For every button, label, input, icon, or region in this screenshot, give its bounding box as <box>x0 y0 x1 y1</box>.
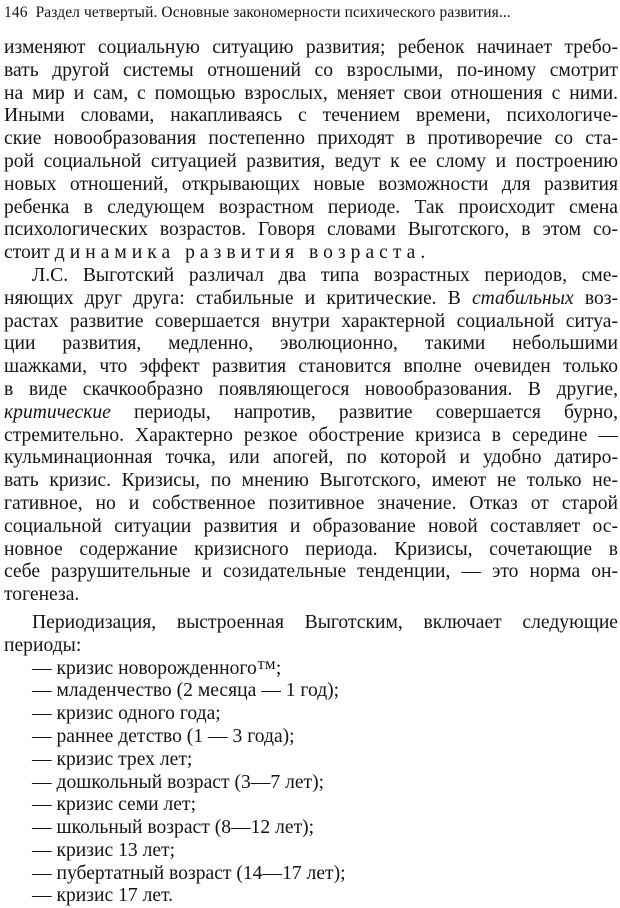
text-line: Л.С. Выготский различал два типа возрастных периодов, сме- <box>32 264 618 286</box>
list-item: — кризис новорожденного™; <box>32 657 282 679</box>
text-line: тогенеза. <box>4 584 80 606</box>
page-number: 146 <box>4 4 28 21</box>
paragraph-3 <box>4 612 618 658</box>
text-line: психологических возрастов. Говоря словами Выготского, в этом со- <box>4 219 618 241</box>
list-item: — кризис 13 лет; <box>32 839 176 861</box>
text-line: кульминационная точка, или апогей, по которой и удобно датиро- <box>4 447 618 469</box>
list-item: — младенчество (2 месяца — 1 год); <box>32 680 340 702</box>
italic-term: стабильных <box>471 287 574 309</box>
text-line: рой социальной ситуацией развития, ведут к ее слому и построению <box>4 150 618 172</box>
text-line: себе разрушительные и созидательные тенденции, — это норма он- <box>4 561 618 583</box>
italic-term: критические <box>4 401 111 423</box>
spaced-emphasis: динамика развития возраста <box>54 242 421 264</box>
text-line: вать кризис. Кризисы, по мнению Выготского, имеют не только не- <box>4 470 618 492</box>
text-fragment: периоды, напротив, развитие совершается бурно, <box>110 401 618 423</box>
text-line: стремительно. Характерно резкое обострение кризиса в середине — <box>4 424 618 446</box>
running-title: Раздел четвертый. Основные закономерности психического развития... <box>35 4 511 21</box>
text-line <box>4 288 618 311</box>
text-line: ребенка в следующем возрастном периоде. Так происходит смена <box>4 196 618 218</box>
text-line: на мир и сам, с помощью взрослых, меняет свои отношения с ними. <box>4 82 618 104</box>
text-fragment: воз- <box>573 287 618 309</box>
list-item: — кризис трех лет; <box>32 748 193 770</box>
running-header <box>4 2 616 24</box>
text-line: шажками, что эффект развития становится вполне очевиден только <box>4 356 618 378</box>
text-line: Иными словами, накапливаясь с течением времени, психологиче- <box>4 105 618 127</box>
text-line: гативное, но и собственное позитивное значение. Отказ от старой <box>4 492 618 514</box>
text-line: Периодизация, выстроенная Выготским, включает следующие <box>32 611 618 633</box>
text-line: вать другой системы отношений со взрослыми, по-иному смотрит <box>4 59 618 81</box>
text-line: периоды: <box>4 634 82 656</box>
text-line: растах развитие совершается внутри характерной социальной ситуа- <box>4 310 618 332</box>
text-line: ции развития, медленно, эволюционно, такими небольшими <box>4 333 618 355</box>
paragraph-2 <box>4 265 618 607</box>
text-line: в виде скачкообразно появляющегося новообразования. В другие, <box>4 378 618 400</box>
list-item: — кризис 17 лет. <box>32 885 174 907</box>
periods-list <box>4 658 618 908</box>
text-line: социальной ситуации развития и образование новой составляет ос- <box>4 515 618 537</box>
page-body <box>4 37 618 908</box>
list-item: — пубертатный возраст (14—17 лет); <box>32 862 346 884</box>
text-fragment: няющих друг друга: стабильные и критические. В <box>4 287 472 309</box>
text-fragment: стоит <box>4 242 55 264</box>
text-fragment: . <box>420 242 426 264</box>
list-item: — раннее детство (1 — 3 года); <box>32 725 295 747</box>
paragraph-1 <box>4 37 618 265</box>
text-line: новное содержание кризисного периода. Кризисы, сочетающие в <box>4 538 618 560</box>
text-line <box>4 402 618 425</box>
text-line: новых отношений, открывающих новые возможности для развития <box>4 173 618 195</box>
text-line <box>4 242 618 265</box>
list-item: — кризис одного года; <box>32 703 221 725</box>
text-line: ские новообразования постепенно приходят в противоречие со ста- <box>4 128 618 150</box>
list-item: — дошкольный возраст (3—7 лет); <box>32 771 325 793</box>
text-line: изменяют социальную ситуацию развития; ребенок начинает требо- <box>4 37 618 58</box>
list-item: — школьный возраст (8—12 лет); <box>32 817 315 839</box>
list-item: — кризис семи лет; <box>32 794 197 816</box>
